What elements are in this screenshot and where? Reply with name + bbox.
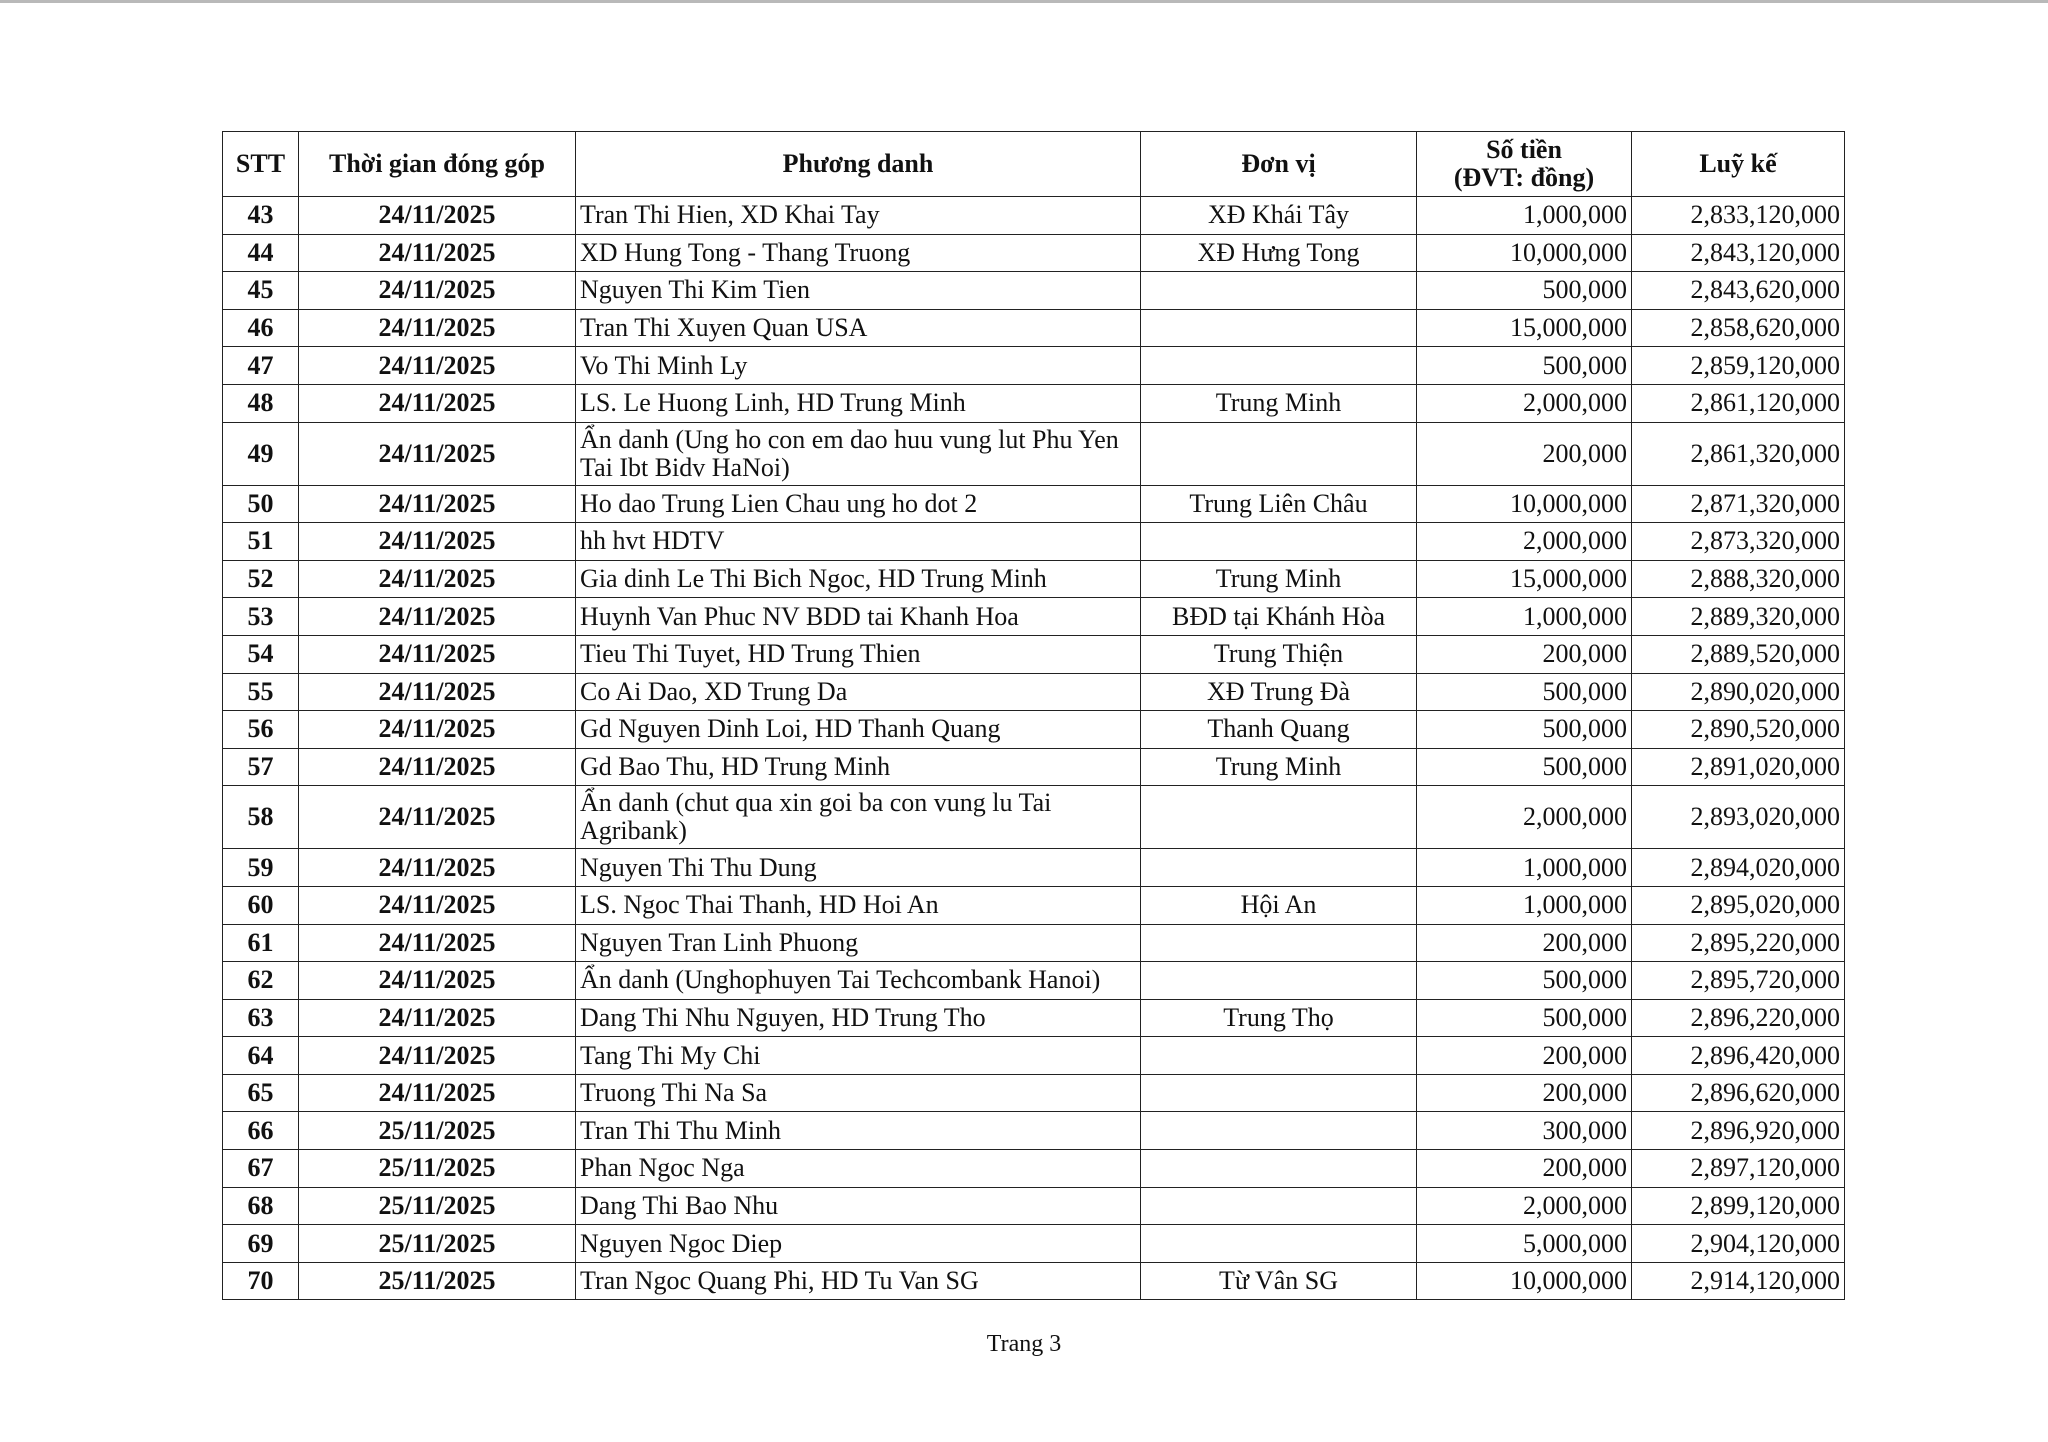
cell-amount: 300,000 — [1417, 1112, 1632, 1150]
table-row — [223, 347, 1845, 385]
cell-cumulative: 2,890,020,000 — [1632, 673, 1845, 711]
cell-amount: 500,000 — [1417, 999, 1632, 1037]
cell-date: 25/11/2025 — [299, 1262, 576, 1300]
cell-unit — [1141, 1074, 1417, 1112]
cell-cumulative: 2,896,920,000 — [1632, 1112, 1845, 1150]
cell-name: Tran Ngoc Quang Phi, HD Tu Van SG — [576, 1262, 1141, 1300]
cell-unit: XĐ Hưng Tong — [1141, 234, 1417, 272]
cell-amount: 10,000,000 — [1417, 485, 1632, 523]
table-header-row — [223, 132, 1845, 197]
cell-cumulative: 2,893,020,000 — [1632, 786, 1845, 849]
cell-date: 24/11/2025 — [299, 999, 576, 1037]
cell-stt: 48 — [223, 384, 299, 422]
cell-unit: Trung Thọ — [1141, 999, 1417, 1037]
cell-date: 24/11/2025 — [299, 234, 576, 272]
cell-cumulative: 2,833,120,000 — [1632, 197, 1845, 235]
cell-name: Dang Thi Bao Nhu — [576, 1187, 1141, 1225]
cell-amount: 500,000 — [1417, 748, 1632, 786]
cell-cumulative: 2,895,720,000 — [1632, 962, 1845, 1000]
cell-name: XD Hung Tong - Thang Truong — [576, 234, 1141, 272]
cell-unit: Trung Minh — [1141, 748, 1417, 786]
cell-stt: 54 — [223, 635, 299, 673]
cell-amount: 500,000 — [1417, 711, 1632, 749]
cell-stt: 55 — [223, 673, 299, 711]
cell-name: Tran Thi Hien, XD Khai Tay — [576, 197, 1141, 235]
cell-unit — [1141, 347, 1417, 385]
cell-date: 24/11/2025 — [299, 347, 576, 385]
cell-amount: 2,000,000 — [1417, 1187, 1632, 1225]
cell-amount: 200,000 — [1417, 1150, 1632, 1188]
cell-stt: 66 — [223, 1112, 299, 1150]
cell-cumulative: 2,895,020,000 — [1632, 886, 1845, 924]
cell-name: hh hvt HDTV — [576, 523, 1141, 561]
cell-name: Tran Thi Thu Minh — [576, 1112, 1141, 1150]
cell-unit: Trung Thiện — [1141, 635, 1417, 673]
cell-amount: 1,000,000 — [1417, 886, 1632, 924]
cell-cumulative: 2,897,120,000 — [1632, 1150, 1845, 1188]
cell-amount: 500,000 — [1417, 347, 1632, 385]
table-row — [223, 1150, 1845, 1188]
table-row — [223, 272, 1845, 310]
cell-unit — [1141, 422, 1417, 485]
donation-ledger-sheet — [222, 131, 1845, 1300]
table-row — [223, 309, 1845, 347]
table-body — [223, 197, 1845, 1300]
cell-name: Vo Thi Minh Ly — [576, 347, 1141, 385]
cell-unit — [1141, 272, 1417, 310]
cell-stt: 45 — [223, 272, 299, 310]
cell-name: Gd Bao Thu, HD Trung Minh — [576, 748, 1141, 786]
cell-stt: 67 — [223, 1150, 299, 1188]
cell-amount: 500,000 — [1417, 673, 1632, 711]
cell-stt: 56 — [223, 711, 299, 749]
cell-unit: Trung Minh — [1141, 560, 1417, 598]
table-row — [223, 1225, 1845, 1263]
cell-date: 24/11/2025 — [299, 886, 576, 924]
cell-unit: Từ Vân SG — [1141, 1262, 1417, 1300]
cell-amount: 2,000,000 — [1417, 523, 1632, 561]
cell-stt: 68 — [223, 1187, 299, 1225]
cell-amount: 200,000 — [1417, 1037, 1632, 1075]
cell-stt: 53 — [223, 598, 299, 636]
cell-unit — [1141, 849, 1417, 887]
cell-stt: 50 — [223, 485, 299, 523]
cell-stt: 58 — [223, 786, 299, 849]
cell-amount: 500,000 — [1417, 272, 1632, 310]
cell-date: 24/11/2025 — [299, 1074, 576, 1112]
cell-date: 24/11/2025 — [299, 272, 576, 310]
table-row — [223, 1112, 1845, 1150]
header-stt: STT — [223, 132, 299, 197]
cell-date: 25/11/2025 — [299, 1187, 576, 1225]
cell-amount: 500,000 — [1417, 962, 1632, 1000]
cell-cumulative: 2,896,620,000 — [1632, 1074, 1845, 1112]
cell-unit — [1141, 309, 1417, 347]
cell-stt: 64 — [223, 1037, 299, 1075]
table-row — [223, 560, 1845, 598]
cell-name: Ẩn danh (Unghophuyen Tai Techcombank Hanoi) — [576, 962, 1141, 1000]
cell-amount: 15,000,000 — [1417, 560, 1632, 598]
cell-name: LS. Le Huong Linh, HD Trung Minh — [576, 384, 1141, 422]
cell-name: LS. Ngoc Thai Thanh, HD Hoi An — [576, 886, 1141, 924]
cell-cumulative: 2,861,320,000 — [1632, 422, 1845, 485]
cell-unit — [1141, 1225, 1417, 1263]
cell-name: Co Ai Dao, XD Trung Da — [576, 673, 1141, 711]
header-name: Phương danh — [576, 132, 1141, 197]
cell-stt: 46 — [223, 309, 299, 347]
cell-name: Gia dinh Le Thi Bich Ngoc, HD Trung Minh — [576, 560, 1141, 598]
cell-name: Gd Nguyen Dinh Loi, HD Thanh Quang — [576, 711, 1141, 749]
table-row — [223, 1074, 1845, 1112]
cell-stt: 51 — [223, 523, 299, 561]
cell-name: Nguyen Tran Linh Phuong — [576, 924, 1141, 962]
cell-date: 25/11/2025 — [299, 1112, 576, 1150]
cell-cumulative: 2,914,120,000 — [1632, 1262, 1845, 1300]
cell-amount: 2,000,000 — [1417, 384, 1632, 422]
cell-name: Nguyen Thi Kim Tien — [576, 272, 1141, 310]
table-row — [223, 234, 1845, 272]
cell-unit: XĐ Khái Tây — [1141, 197, 1417, 235]
table-row — [223, 1037, 1845, 1075]
cell-name: Dang Thi Nhu Nguyen, HD Trung Tho — [576, 999, 1141, 1037]
cell-name: Tieu Thi Tuyet, HD Trung Thien — [576, 635, 1141, 673]
cell-name: Truong Thi Na Sa — [576, 1074, 1141, 1112]
cell-name: Ẩn danh (Ung ho con em dao huu vung lut Phu Yen Tai Ibt Bidv HaNoi) — [576, 422, 1141, 485]
cell-unit — [1141, 1037, 1417, 1075]
cell-cumulative: 2,895,220,000 — [1632, 924, 1845, 962]
cell-unit: XĐ Trung Đà — [1141, 673, 1417, 711]
cell-amount: 1,000,000 — [1417, 598, 1632, 636]
cell-cumulative: 2,843,120,000 — [1632, 234, 1845, 272]
cell-cumulative: 2,888,320,000 — [1632, 560, 1845, 598]
cell-cumulative: 2,891,020,000 — [1632, 748, 1845, 786]
cell-name: Tang Thi My Chi — [576, 1037, 1141, 1075]
cell-date: 24/11/2025 — [299, 384, 576, 422]
cell-amount: 10,000,000 — [1417, 234, 1632, 272]
header-amount-line1: Số tiền — [1486, 135, 1562, 164]
cell-cumulative: 2,873,320,000 — [1632, 523, 1845, 561]
cell-unit — [1141, 1112, 1417, 1150]
table-row — [223, 1187, 1845, 1225]
cell-date: 24/11/2025 — [299, 560, 576, 598]
cell-date: 24/11/2025 — [299, 673, 576, 711]
header-date: Thời gian đóng góp — [299, 132, 576, 197]
cell-unit — [1141, 786, 1417, 849]
cell-stt: 63 — [223, 999, 299, 1037]
cell-cumulative: 2,904,120,000 — [1632, 1225, 1845, 1263]
cell-date: 24/11/2025 — [299, 422, 576, 485]
cell-stt: 60 — [223, 886, 299, 924]
cell-date: 24/11/2025 — [299, 748, 576, 786]
cell-name: Huynh Van Phuc NV BDD tai Khanh Hoa — [576, 598, 1141, 636]
cell-date: 24/11/2025 — [299, 485, 576, 523]
cell-cumulative: 2,899,120,000 — [1632, 1187, 1845, 1225]
cell-name: Nguyen Ngoc Diep — [576, 1225, 1141, 1263]
cell-cumulative: 2,889,320,000 — [1632, 598, 1845, 636]
cell-amount: 2,000,000 — [1417, 786, 1632, 849]
table-row — [223, 786, 1845, 849]
cell-stt: 44 — [223, 234, 299, 272]
cell-amount: 15,000,000 — [1417, 309, 1632, 347]
table-row — [223, 711, 1845, 749]
cell-amount: 200,000 — [1417, 635, 1632, 673]
table-row — [223, 849, 1845, 887]
page-number: Trang 3 — [986, 1331, 1062, 1357]
page-top-edge — [0, 0, 2048, 3]
cell-name: Phan Ngoc Nga — [576, 1150, 1141, 1188]
cell-cumulative: 2,896,420,000 — [1632, 1037, 1845, 1075]
header-amount-line2: (ĐVT: đồng) — [1453, 163, 1595, 192]
cell-date: 24/11/2025 — [299, 598, 576, 636]
cell-amount: 10,000,000 — [1417, 1262, 1632, 1300]
cell-name: Nguyen Thi Thu Dung — [576, 849, 1141, 887]
cell-unit: Thanh Quang — [1141, 711, 1417, 749]
cell-name: Ho dao Trung Lien Chau ung ho dot 2 — [576, 485, 1141, 523]
table-row — [223, 197, 1845, 235]
table-row — [223, 673, 1845, 711]
cell-cumulative: 2,859,120,000 — [1632, 347, 1845, 385]
cell-date: 25/11/2025 — [299, 1150, 576, 1188]
cell-date: 24/11/2025 — [299, 711, 576, 749]
cell-stt: 47 — [223, 347, 299, 385]
cell-name: Ẩn danh (chut qua xin goi ba con vung lu Tai Agribank) — [576, 786, 1141, 849]
cell-unit — [1141, 1150, 1417, 1188]
cell-cumulative: 2,843,620,000 — [1632, 272, 1845, 310]
cell-stt: 59 — [223, 849, 299, 887]
cell-date: 24/11/2025 — [299, 1037, 576, 1075]
cell-amount: 200,000 — [1417, 1074, 1632, 1112]
cell-date: 25/11/2025 — [299, 1225, 576, 1263]
cell-date: 24/11/2025 — [299, 849, 576, 887]
cell-stt: 57 — [223, 748, 299, 786]
donation-table — [222, 131, 1845, 1300]
cell-amount: 5,000,000 — [1417, 1225, 1632, 1263]
table-row — [223, 962, 1845, 1000]
cell-date: 24/11/2025 — [299, 309, 576, 347]
table-row — [223, 886, 1845, 924]
cell-cumulative: 2,890,520,000 — [1632, 711, 1845, 749]
cell-cumulative: 2,858,620,000 — [1632, 309, 1845, 347]
cell-stt: 70 — [223, 1262, 299, 1300]
cell-unit: BĐD tại Khánh Hòa — [1141, 598, 1417, 636]
cell-unit — [1141, 962, 1417, 1000]
cell-date: 24/11/2025 — [299, 786, 576, 849]
cell-amount: 200,000 — [1417, 924, 1632, 962]
cell-stt: 49 — [223, 422, 299, 485]
table-row — [223, 999, 1845, 1037]
header-amount — [1417, 132, 1632, 197]
cell-unit: Trung Minh — [1141, 384, 1417, 422]
cell-cumulative: 2,889,520,000 — [1632, 635, 1845, 673]
table-row — [223, 523, 1845, 561]
table-row — [223, 422, 1845, 485]
cell-cumulative: 2,896,220,000 — [1632, 999, 1845, 1037]
cell-unit: Trung Liên Châu — [1141, 485, 1417, 523]
cell-stt: 62 — [223, 962, 299, 1000]
cell-unit — [1141, 924, 1417, 962]
cell-cumulative: 2,861,120,000 — [1632, 384, 1845, 422]
table-row — [223, 748, 1845, 786]
header-unit: Đơn vị — [1141, 132, 1417, 197]
table-row — [223, 1262, 1845, 1300]
header-cumulative: Luỹ kế — [1632, 132, 1845, 197]
cell-unit — [1141, 523, 1417, 561]
cell-amount: 1,000,000 — [1417, 849, 1632, 887]
cell-name: Tran Thi Xuyen Quan USA — [576, 309, 1141, 347]
cell-cumulative: 2,871,320,000 — [1632, 485, 1845, 523]
cell-stt: 61 — [223, 924, 299, 962]
cell-date: 24/11/2025 — [299, 962, 576, 1000]
table-row — [223, 598, 1845, 636]
cell-cumulative: 2,894,020,000 — [1632, 849, 1845, 887]
cell-amount: 1,000,000 — [1417, 197, 1632, 235]
cell-stt: 43 — [223, 197, 299, 235]
cell-date: 24/11/2025 — [299, 635, 576, 673]
cell-date: 24/11/2025 — [299, 197, 576, 235]
table-row — [223, 924, 1845, 962]
cell-stt: 65 — [223, 1074, 299, 1112]
cell-date: 24/11/2025 — [299, 924, 576, 962]
cell-date: 24/11/2025 — [299, 523, 576, 561]
cell-stt: 69 — [223, 1225, 299, 1263]
table-row — [223, 384, 1845, 422]
cell-unit — [1141, 1187, 1417, 1225]
table-row — [223, 635, 1845, 673]
cell-unit: Hội An — [1141, 886, 1417, 924]
cell-stt: 52 — [223, 560, 299, 598]
table-row — [223, 485, 1845, 523]
cell-amount: 200,000 — [1417, 422, 1632, 485]
